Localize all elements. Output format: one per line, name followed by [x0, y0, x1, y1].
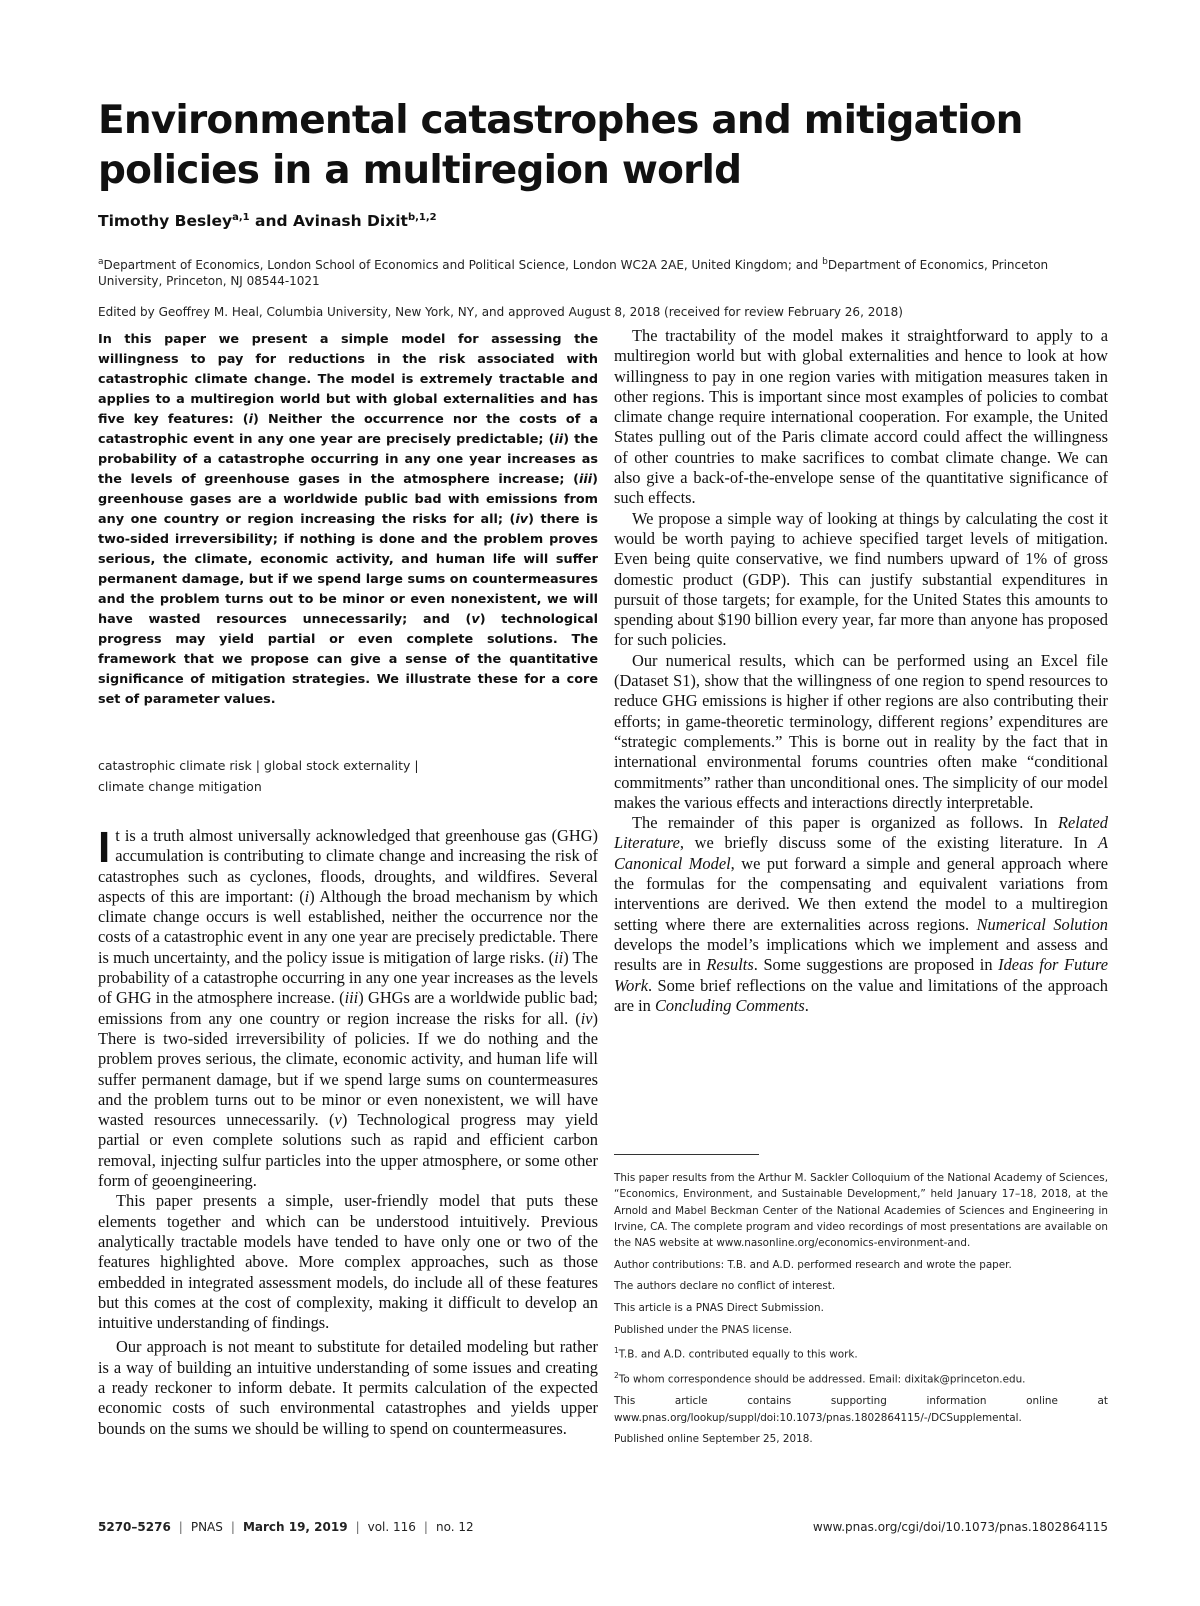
issue-date: March 19, 2019: [242, 1520, 348, 1534]
author-joiner: and: [255, 212, 288, 231]
footnote: This paper results from the Arthur M. Sackler Colloquium of the National Academy of Sciences, “Economics, Environment, and Sustainable Development,” held January 17–18, 2018, at the Arnold and Mabel Beckman Center of the National Academies of Sciences and Engineering in Irvine, CA. The complete program and video recordings of most presentations are available on the NAS website at www.nasonline.org/economics-environment-and.: [614, 1172, 1108, 1250]
article-title: Environmental catastrophes and mitigation policies in a multiregion world: [98, 98, 1023, 193]
author-affiliation-mark: b,1,2: [407, 212, 437, 223]
drop-cap: I: [98, 823, 111, 872]
footnote: $^2$To whom correspondence should be addressed. Email: dixitak@princeton.edu.: [614, 1371, 1026, 1386]
keyword-separator: |: [414, 758, 419, 773]
author-name: Timothy Besley: [98, 212, 233, 231]
body-paragraph: Our approach is not meant to substitute for detailed modeling but rather is a way of building an intuitive understanding of some issues and creating a ready reckoner to inform debate. It permits calculation of the expected economic costs of such environmental catastrophes and yields upper bounds on the sums we should be willing to spend on countermeasures.: [98, 1337, 598, 1438]
section-reference: A Canonical Model: [614, 833, 1108, 873]
journal-name: PNAS: [190, 1520, 223, 1534]
footnote-divider: [614, 1154, 759, 1155]
keywords: [98, 756, 598, 797]
volume: vol. 116: [367, 1520, 416, 1534]
footnote: Author contributions: T.B. and A.D. performed research and wrote the paper.: [614, 1258, 1012, 1271]
footnote: Published online September 25, 2018.: [614, 1433, 813, 1446]
keyword: climate change mitigation: [98, 778, 262, 794]
section-reference: Results: [706, 955, 754, 975]
issue-number: no. 12: [435, 1520, 474, 1534]
footnote: The authors declare no conflict of interest.: [614, 1280, 836, 1293]
page-footer-citation: 5270–5276 | PNAS | March 19, 2019 | vol. 116 | no. 12: [98, 1520, 474, 1534]
affiliations: [98, 254, 1108, 289]
section-reference: Ideas for Future Work: [614, 955, 1109, 995]
author-affiliation-mark: a,1: [232, 212, 250, 223]
keyword-separator: |: [255, 758, 260, 773]
footnote: $^1$T.B. and A.D. contributed equally to this work.: [614, 1346, 858, 1361]
abstract: In this paper we present a simple model for assessing the willingness to pay for reductions in the risk associated with catastrophic climate change. The model is extremely tractable and applies to a multiregion world but with global externalities and has five key features: (i) Neither the occurrence nor the costs of a catastrophic event in any one year are precisely predictable; (ii) the probability of a catastrophe occurring in any one year increases as the levels of greenhouse gases in the atmosphere increase; (iii) greenhouse gases are a worldwide public bad with emissions from any one country or region increasing the risks for all; (iv) there is two-sided irreversibility; if nothing is done and the problem proves serious, the climate, economic activity, and human life will suffer permanent damage, but if we spend large sums on countermeasures and the problem turns out to be minor or even nonexistent, we will have wasted resources unnecessarily; and (v) technological progress may yield partial or even complete solutions. The framework that we propose can give a sense of the quantitative significance of mitigation strategies. We illustrate these for a core set of parameter values.: [98, 332, 598, 707]
footnote: This article contains supporting information online at www.pnas.org/lookup/suppl/doi:10.1073/pnas.1802864115/-/DCSupplemental.: [614, 1395, 1108, 1424]
body-paragraph: The remainder of this paper is organized as follows. In Related Literature, we briefly discuss some of the existing literature. In A Canonical Model, we put forward a simple and general approach where the formulas for the compensating and equivalent variations from interventions are derived. We then extend the model to a multiregion setting where there are externalities across regions. Numerical Solution develops the model’s implications which we implement and assess and results are in Results. Some suggestions are proposed in Ideas for Future Work. Some brief reflections on the value and limitations of the approach are in Concluding Comments.: [614, 813, 1109, 1015]
affiliation-text: Department of Economics, London School of Economics and Political Science, London WC2A 2AE, United Kingdom; and: [103, 258, 823, 272]
body-paragraph: We propose a simple way of looking at things by calculating the cost it would be worth paying to achieve specified target levels of mitigation. Even being quite conservative, we find numbers upward of 1% of gross domestic product (GDP). This can justify substantial expenditures in pursuit of those targets; for example, for the United States this amounts to spending about $190 billion every year, far more than anyone has proposed for such policies.: [614, 508, 1108, 650]
page-range: 5270–5276: [98, 1520, 171, 1534]
doi-link[interactable]: www.pnas.org/cgi/doi/10.1073/pnas.1802864115: [812, 1520, 1108, 1534]
body-column-left: [98, 823, 599, 1439]
author-list: [98, 212, 437, 230]
body-paragraph: It is a truth almost universally acknowledged that greenhouse gas (GHG) accumulation is contributing to climate change and increasing the risk of catastrophes such as cyclones, floods, droughts, and wildfires. Several aspects of this are important: (i) Although the broad mechanism by which climate change occurs is well established, neither the occurrence nor the costs of a catastrophic event in any one year are precisely predictable. There is much uncertainty, and the policy issue is mitigation of large risks. (ii) The probability of a catastrophe occurring in any one year increases as the levels of GHG in the atmosphere increase. (iii) GHGs are a worldwide public bad; emissions from any one country or region increase the risks for all. (iv) There is two-sided irreversibility of policies. If we do nothing and the problem proves serious, the climate, economic activity, and human life will suffer permanent damage, but if we spend large sums on countermeasures and the problem turns out to be minor or even nonexistent, we will have wasted resources unnecessarily. (v) Technological progress may yield partial or even complete solutions such as rapid and efficient carbon removal, injecting sulfur particles into the upper atmosphere, or some other form of geoengineering.: [98, 823, 599, 1191]
section-reference: Numerical Solution: [976, 914, 1108, 934]
affiliation-mark: b: [822, 257, 828, 267]
body-paragraph: The tractability of the model makes it straightforward to apply to a multiregion world but with global externalities and hence to look at how willingness to pay in one region varies with mitigation measures taken in other regions. This is important since most examples of policies to combat climate change require international cooperation. For example, the United States pulling out of the Paris climate accord could affect the willingness of other countries to make sacrifices to combat climate change. We can also give a back-of-the-envelope sense of the quantitative significance of such effects.: [614, 326, 1108, 508]
section-reference: Related Literature: [614, 813, 1108, 853]
body-paragraph: This paper presents a simple, user-friendly model that puts these elements together and which can be understood intuitively. Previous analytically tractable models have tended to have only one or two of the features highlighted above. More complex approaches, such as those embedded in integrated assessment models, do include all of these features but this comes at the cost of complexity, making it difficult to develop an intuitive understanding of findings.: [98, 1191, 598, 1333]
edited-by-line: Edited by Geoffrey M. Heal, Columbia University, New York, NY, and approved August 8, 2018 (received for review February 26, 2018): [98, 305, 903, 319]
keyword: global stock externality: [263, 758, 411, 773]
footnote: Published under the PNAS license.: [614, 1323, 793, 1336]
affiliation-text: Department of Economics, Princeton University, Princeton, NJ 08544-1021: [98, 258, 1049, 288]
section-reference: Concluding Comments: [654, 995, 805, 1015]
body-paragraph: Our numerical results, which can be performed using an Excel file (Dataset S1), show that the willingness of one region to spend resources to reduce GHG emissions is higher if other regions are also contributing their efforts; in game-theoretic terminology, different regions’ expenditures are “strategic complements.” This is borne out in reality by the fact that in international environmental forums countries often make “conditional commitments” rather than unconditional ones. The simplicity of our model makes the various effects and interactions directly interpretable.: [614, 650, 1108, 812]
body-column-right: [614, 322, 1108, 1016]
author-name: Avinash Dixit: [293, 212, 408, 231]
footnote: This article is a PNAS Direct Submission.: [614, 1301, 824, 1314]
footnotes: [614, 1170, 1108, 1453]
affiliation-mark: a: [98, 257, 104, 267]
keyword: catastrophic climate risk: [98, 758, 252, 773]
